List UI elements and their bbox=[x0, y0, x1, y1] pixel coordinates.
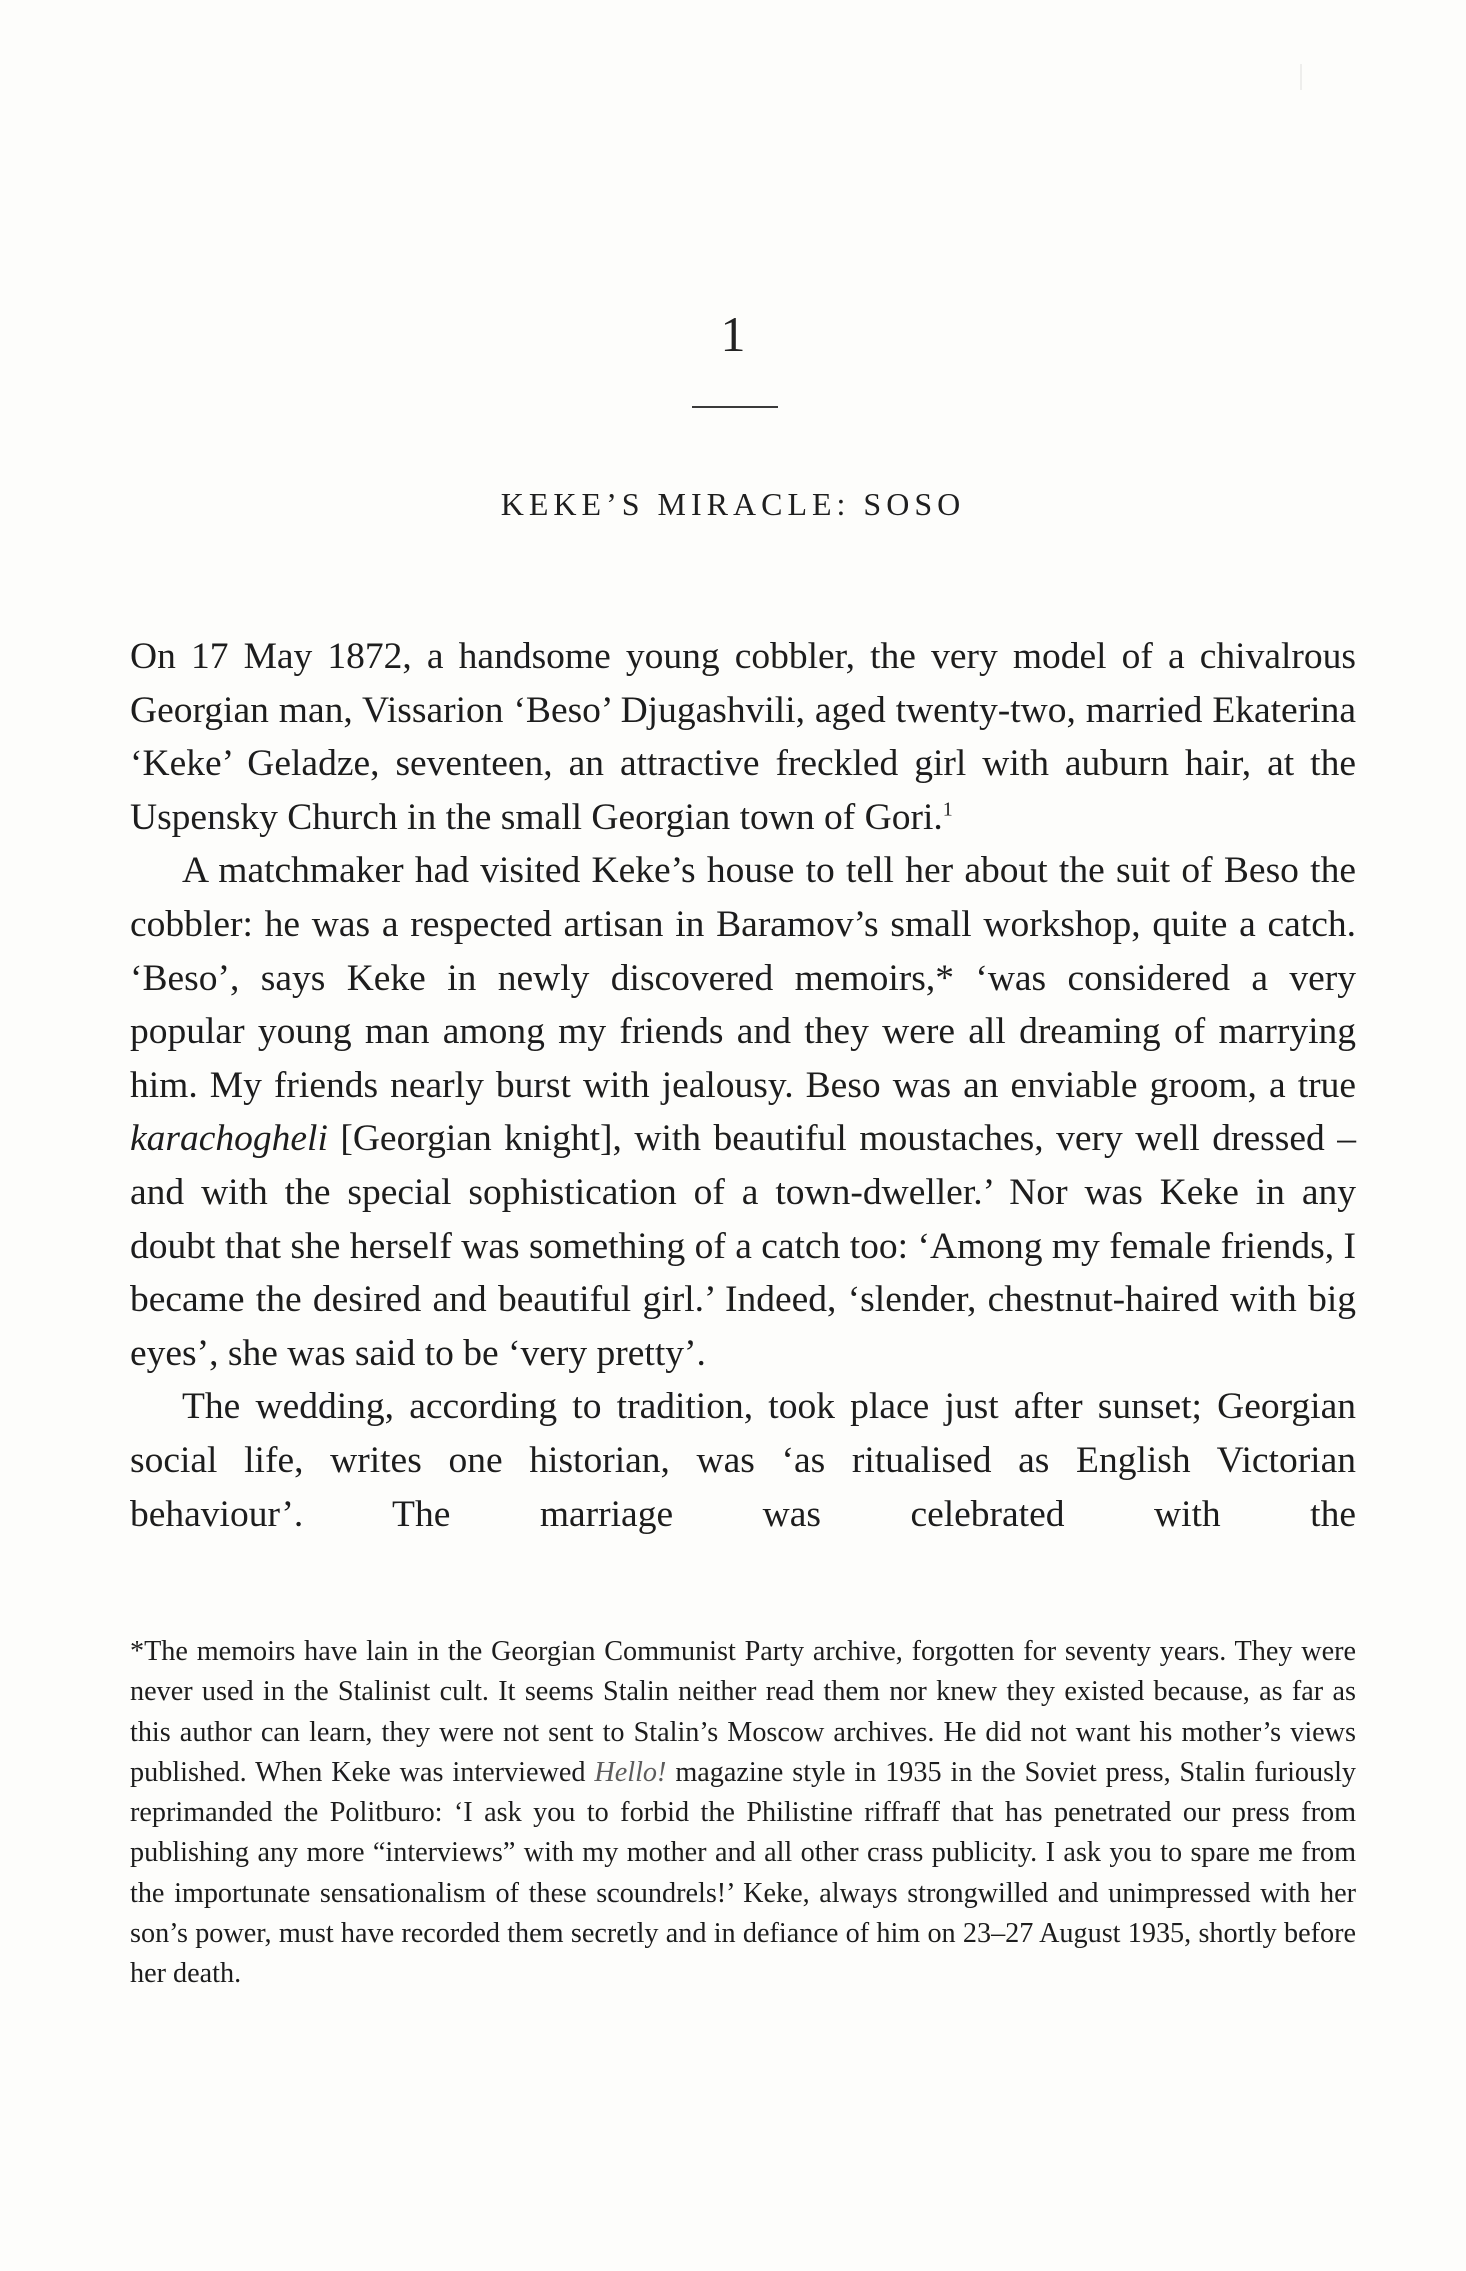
scan-artifact bbox=[1300, 64, 1302, 90]
chapter-divider bbox=[692, 406, 778, 408]
magazine-title: Hello! bbox=[594, 1756, 667, 1788]
footnote-marker: * bbox=[935, 957, 954, 999]
paragraph-2-text-a: A matchmaker had visited Keke’s house to tell her about the suit of Beso the cobbler: he was a respected artisan in Baramov’s small workshop, quite a catch. ‘Beso’, says Keke in newly discovered memoirs, bbox=[130, 850, 1356, 999]
paragraph-1 bbox=[130, 630, 1356, 844]
chapter-title: keke’s miracle: soso bbox=[500, 475, 966, 525]
paragraph-2 bbox=[130, 844, 1356, 1380]
footnote-text bbox=[130, 1632, 1356, 1995]
footnote-text-b: magazine style in 1935 in the Soviet press, Stalin furiously reprimanded the Politburo: ‘I ask you to forbid the Philistine riffraff that has penetrated our press from publishing any more “interviews” with my mother and all other crass publicity. I ask you to spare me from the importunate sensationalism of these scoundrels!’ Keke, always strongwilled and unimpressed with her son’s power, must have recorded them secretly and in defiance of him on 23–27 August 1935, shortly before her death. bbox=[130, 1756, 1356, 1990]
endnote-marker: 1 bbox=[942, 798, 953, 821]
chapter-number: 1 bbox=[720, 306, 746, 362]
footnote-star: * bbox=[130, 1636, 145, 1667]
main-text bbox=[130, 630, 1356, 1541]
paragraph-2-text-b: ‘was considered a very popular young man among my friends and they were all dreaming of marrying him. My friends nearly burst with jealousy. Beso was an enviable groom, a true bbox=[130, 957, 1356, 1106]
footnote-text-a: The memoirs have lain in the Georgian Communist Party archive, forgotten for seventy years. They were never used in the Stalinist cult. It seems Stalin neither read them nor knew they existed because, as far as this author can learn, they were not sent to Stalin’s Moscow archives. He did not want his mother’s views published. When Keke was interviewed bbox=[130, 1636, 1356, 1788]
paragraph-3 bbox=[130, 1380, 1356, 1541]
paragraph-2-text-c: [Georgian knight], with beautiful moustaches, very well dressed – and with the special sophistication of a town-dweller.’ Nor was Keke in any doubt that she herself was something of a catch too: ‘Among my female friends, I became the desired and beautiful girl.’ Indeed, ‘slender, chestnut-haired with big eyes’, she was said to be ‘very pretty’. bbox=[130, 1118, 1356, 1374]
footnote bbox=[130, 1632, 1356, 1995]
georgian-term: karachogheli bbox=[130, 1118, 328, 1160]
paragraph-1-text: On 17 May 1872, a handsome young cobbler, the very model of a chivalrous Georgian man, Vissarion ‘Beso’ Djugashvili, aged twenty-two, married Ekaterina ‘Keke’ Geladze, seventeen, an attractive freckled girl with auburn hair, at the Uspensky Church in the small Georgian town of Gori. bbox=[130, 636, 1356, 838]
paragraph-3-text: The wedding, according to tradition, took place just after sunset; Georgian social life, writes one historian, was ‘as ritualised as English Victorian behaviour’. The marriage was celebrated with the bbox=[130, 1386, 1356, 1535]
